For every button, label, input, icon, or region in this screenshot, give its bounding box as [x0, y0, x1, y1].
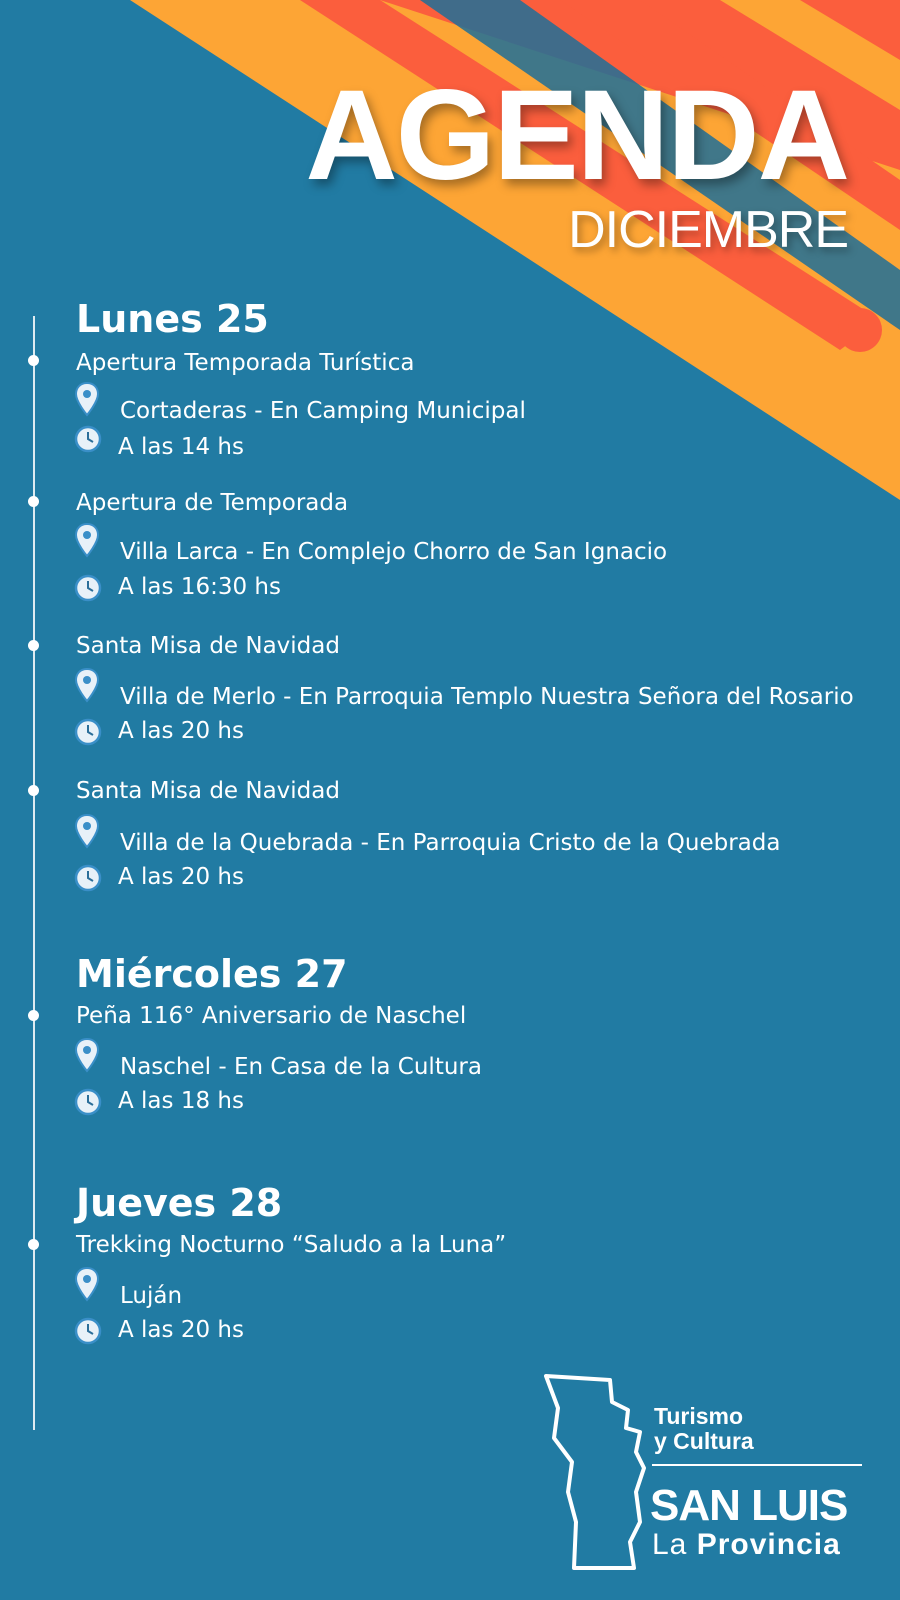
map-pin-icon	[74, 381, 100, 417]
logo-provincia: Provincia	[696, 1528, 841, 1561]
day-heading: Jueves 28	[76, 1181, 283, 1225]
event-location: Villa Larca - En Complejo Chorro de San Ignacio	[120, 539, 668, 565]
event-time: A las 20 hs	[118, 718, 244, 744]
timeline-dot	[28, 1239, 39, 1250]
event-time: A las 14 hs	[118, 434, 244, 460]
map-pin-icon	[74, 1266, 100, 1302]
timeline-dot	[28, 1010, 39, 1021]
clock-icon	[74, 1088, 102, 1116]
event-location: Luján	[120, 1283, 183, 1309]
event-title: Apertura Temporada Turística	[76, 350, 415, 376]
clock-icon	[74, 574, 102, 602]
event-title: Apertura de Temporada	[76, 490, 349, 516]
poster-title: AGENDA	[305, 64, 848, 207]
timeline-dot	[28, 355, 39, 366]
map-pin-icon	[74, 813, 100, 849]
event-location: Cortaderas - En Camping Municipal	[120, 398, 526, 424]
timeline-dot	[28, 640, 39, 651]
map-pin-icon	[74, 667, 100, 703]
logo-line-turismo: Turismo	[654, 1403, 744, 1429]
event-title: Peña 116° Aniversario de Naschel	[76, 1003, 467, 1029]
clock-icon	[74, 425, 102, 453]
clock-icon	[74, 718, 102, 746]
logo-divider	[652, 1464, 862, 1466]
logo-line-provincia	[652, 1530, 841, 1560]
logo-line-cultura: y Cultura	[654, 1428, 754, 1454]
event-time: A las 16:30 hs	[118, 574, 281, 600]
event-time: A las 20 hs	[118, 1317, 244, 1343]
clock-icon	[74, 1317, 102, 1345]
map-pin-icon	[74, 1037, 100, 1073]
event-title: Santa Misa de Navidad	[76, 633, 340, 659]
map-pin-icon	[74, 522, 100, 558]
event-location: Naschel - En Casa de la Cultura	[120, 1054, 482, 1080]
event-title: Santa Misa de Navidad	[76, 778, 340, 804]
day-heading: Lunes 25	[76, 297, 269, 341]
clock-icon	[74, 864, 102, 892]
event-title: Trekking Nocturno “Saludo a la Luna”	[76, 1232, 507, 1258]
timeline-line	[33, 316, 35, 1430]
logo-la: La	[652, 1528, 688, 1561]
timeline-dot	[28, 785, 39, 796]
poster-subtitle: DICIEMBRE	[568, 201, 848, 259]
event-location: Villa de la Quebrada - En Parroquia Cristo de la Quebrada	[120, 830, 781, 856]
event-time: A las 18 hs	[118, 1088, 244, 1114]
day-heading: Miércoles 27	[76, 952, 348, 996]
event-location: Villa de Merlo - En Parroquia Templo Nuestra Señora del Rosario	[120, 684, 854, 710]
event-time: A las 20 hs	[118, 864, 244, 890]
logo-line-san-luis: SAN LUIS	[650, 1481, 848, 1530]
timeline-dot	[28, 496, 39, 507]
